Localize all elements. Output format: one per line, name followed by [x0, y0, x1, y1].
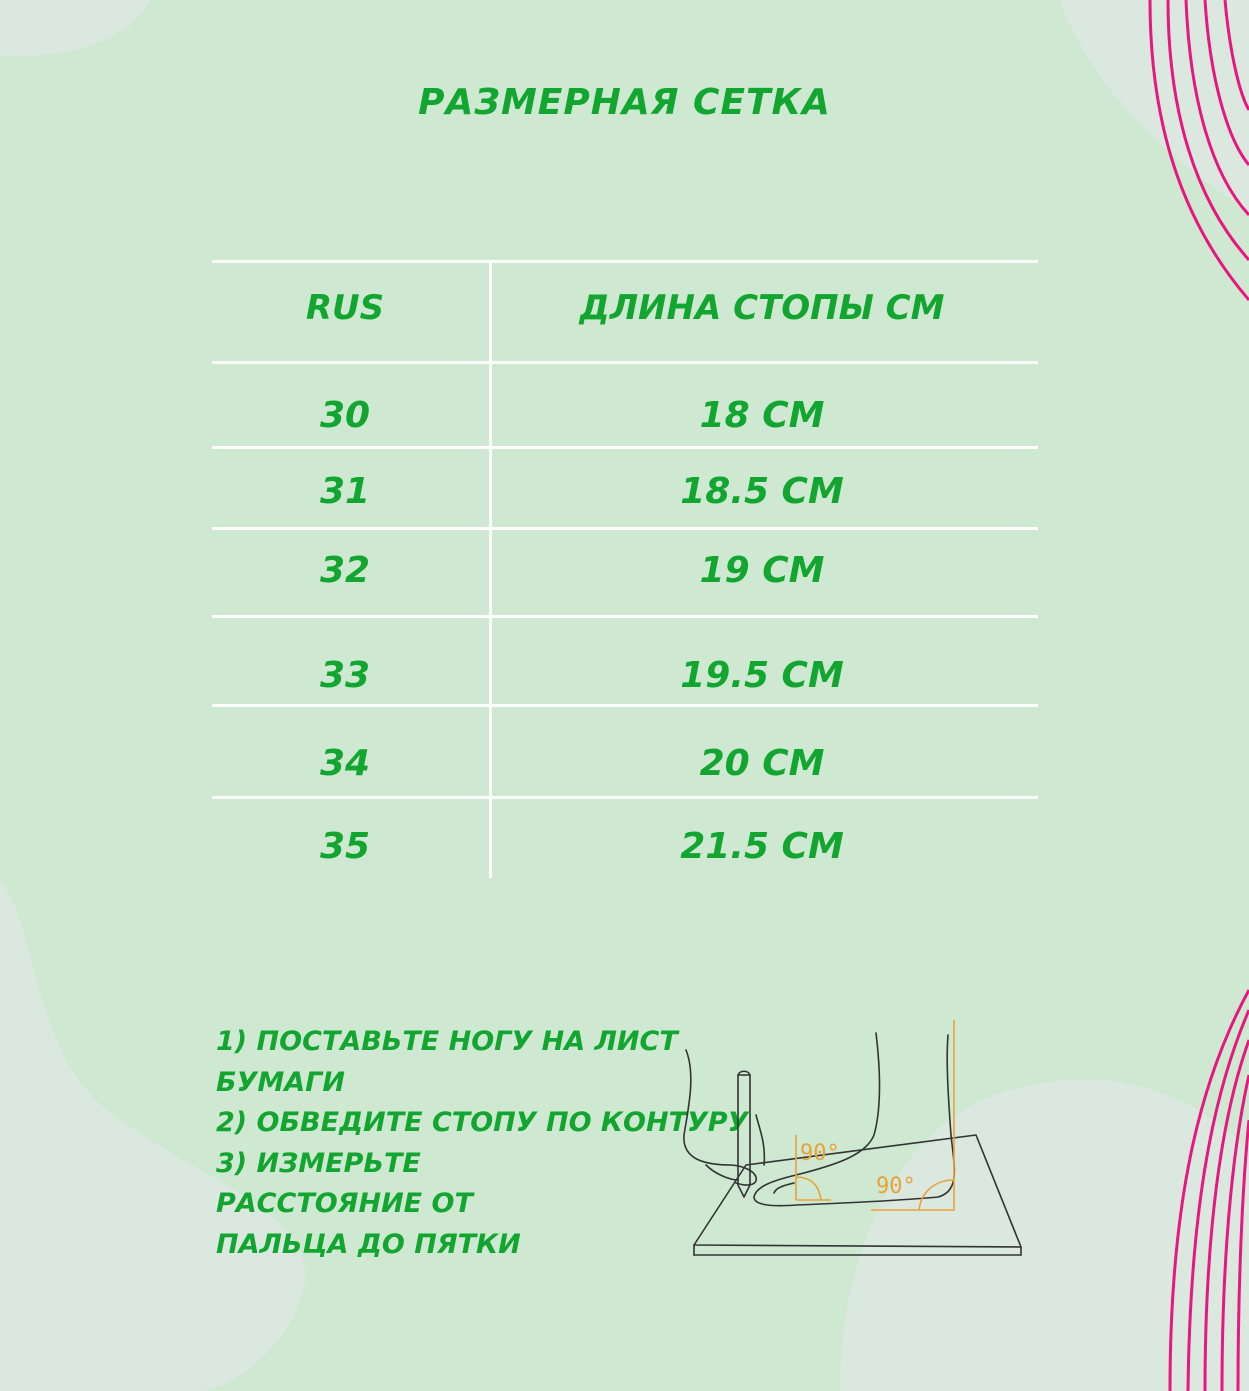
table-line	[212, 527, 1038, 530]
row-rus-size: 35	[319, 826, 371, 867]
row-foot-length: 19.5 СМ	[680, 655, 844, 696]
row-foot-length: 19 СМ	[699, 550, 825, 591]
row-rus-size: 32	[319, 550, 371, 591]
table-line	[212, 446, 1038, 449]
table-line	[212, 615, 1038, 618]
row-rus-size: 30	[319, 395, 371, 436]
foot-icon	[754, 1033, 954, 1206]
header-rus: RUS	[305, 288, 385, 328]
table-line	[212, 361, 1038, 364]
pencil-icon	[738, 1075, 750, 1197]
table-line	[212, 260, 1038, 263]
instruction-line: РАССТОЯНИЕ ОТ	[216, 1188, 473, 1219]
row-rus-size: 33	[319, 655, 371, 696]
foot-measurement-illustration	[676, 1015, 1036, 1270]
row-rus-size: 31	[319, 471, 371, 512]
paper-sheet-icon	[694, 1135, 1021, 1247]
instruction-line: БУМАГИ	[216, 1066, 345, 1098]
angle-label: 90°	[876, 1174, 916, 1199]
row-foot-length: 18 СМ	[699, 395, 825, 436]
instruction-line: ПАЛЬЦА ДО ПЯТКИ	[216, 1228, 521, 1260]
header-foot-length: ДЛИНА СТОПЫ СМ	[579, 288, 945, 328]
row-foot-length: 18.5 СМ	[680, 471, 844, 512]
instruction-line: 1) ПОСТАВЬТЕ НОГУ НА ЛИСТ	[216, 1026, 678, 1057]
table-line	[212, 796, 1038, 799]
row-foot-length: 21.5 СМ	[680, 826, 844, 867]
size-table	[212, 260, 1038, 878]
row-foot-length: 20 СМ	[699, 743, 825, 784]
measurement-instructions	[216, 1022, 749, 1265]
page-title: РАЗМЕРНАЯ СЕТКА	[418, 82, 831, 123]
table-line	[212, 704, 1038, 707]
instruction-line: 2) ОБВЕДИТЕ СТОПУ ПО КОНТУРУ	[216, 1107, 749, 1138]
background-blob-top-left	[0, 0, 150, 56]
row-rus-size: 34	[319, 743, 371, 784]
angle-label: 90°	[800, 1141, 840, 1166]
instruction-line: 3) ИЗМЕРЬТЕ	[216, 1147, 421, 1179]
